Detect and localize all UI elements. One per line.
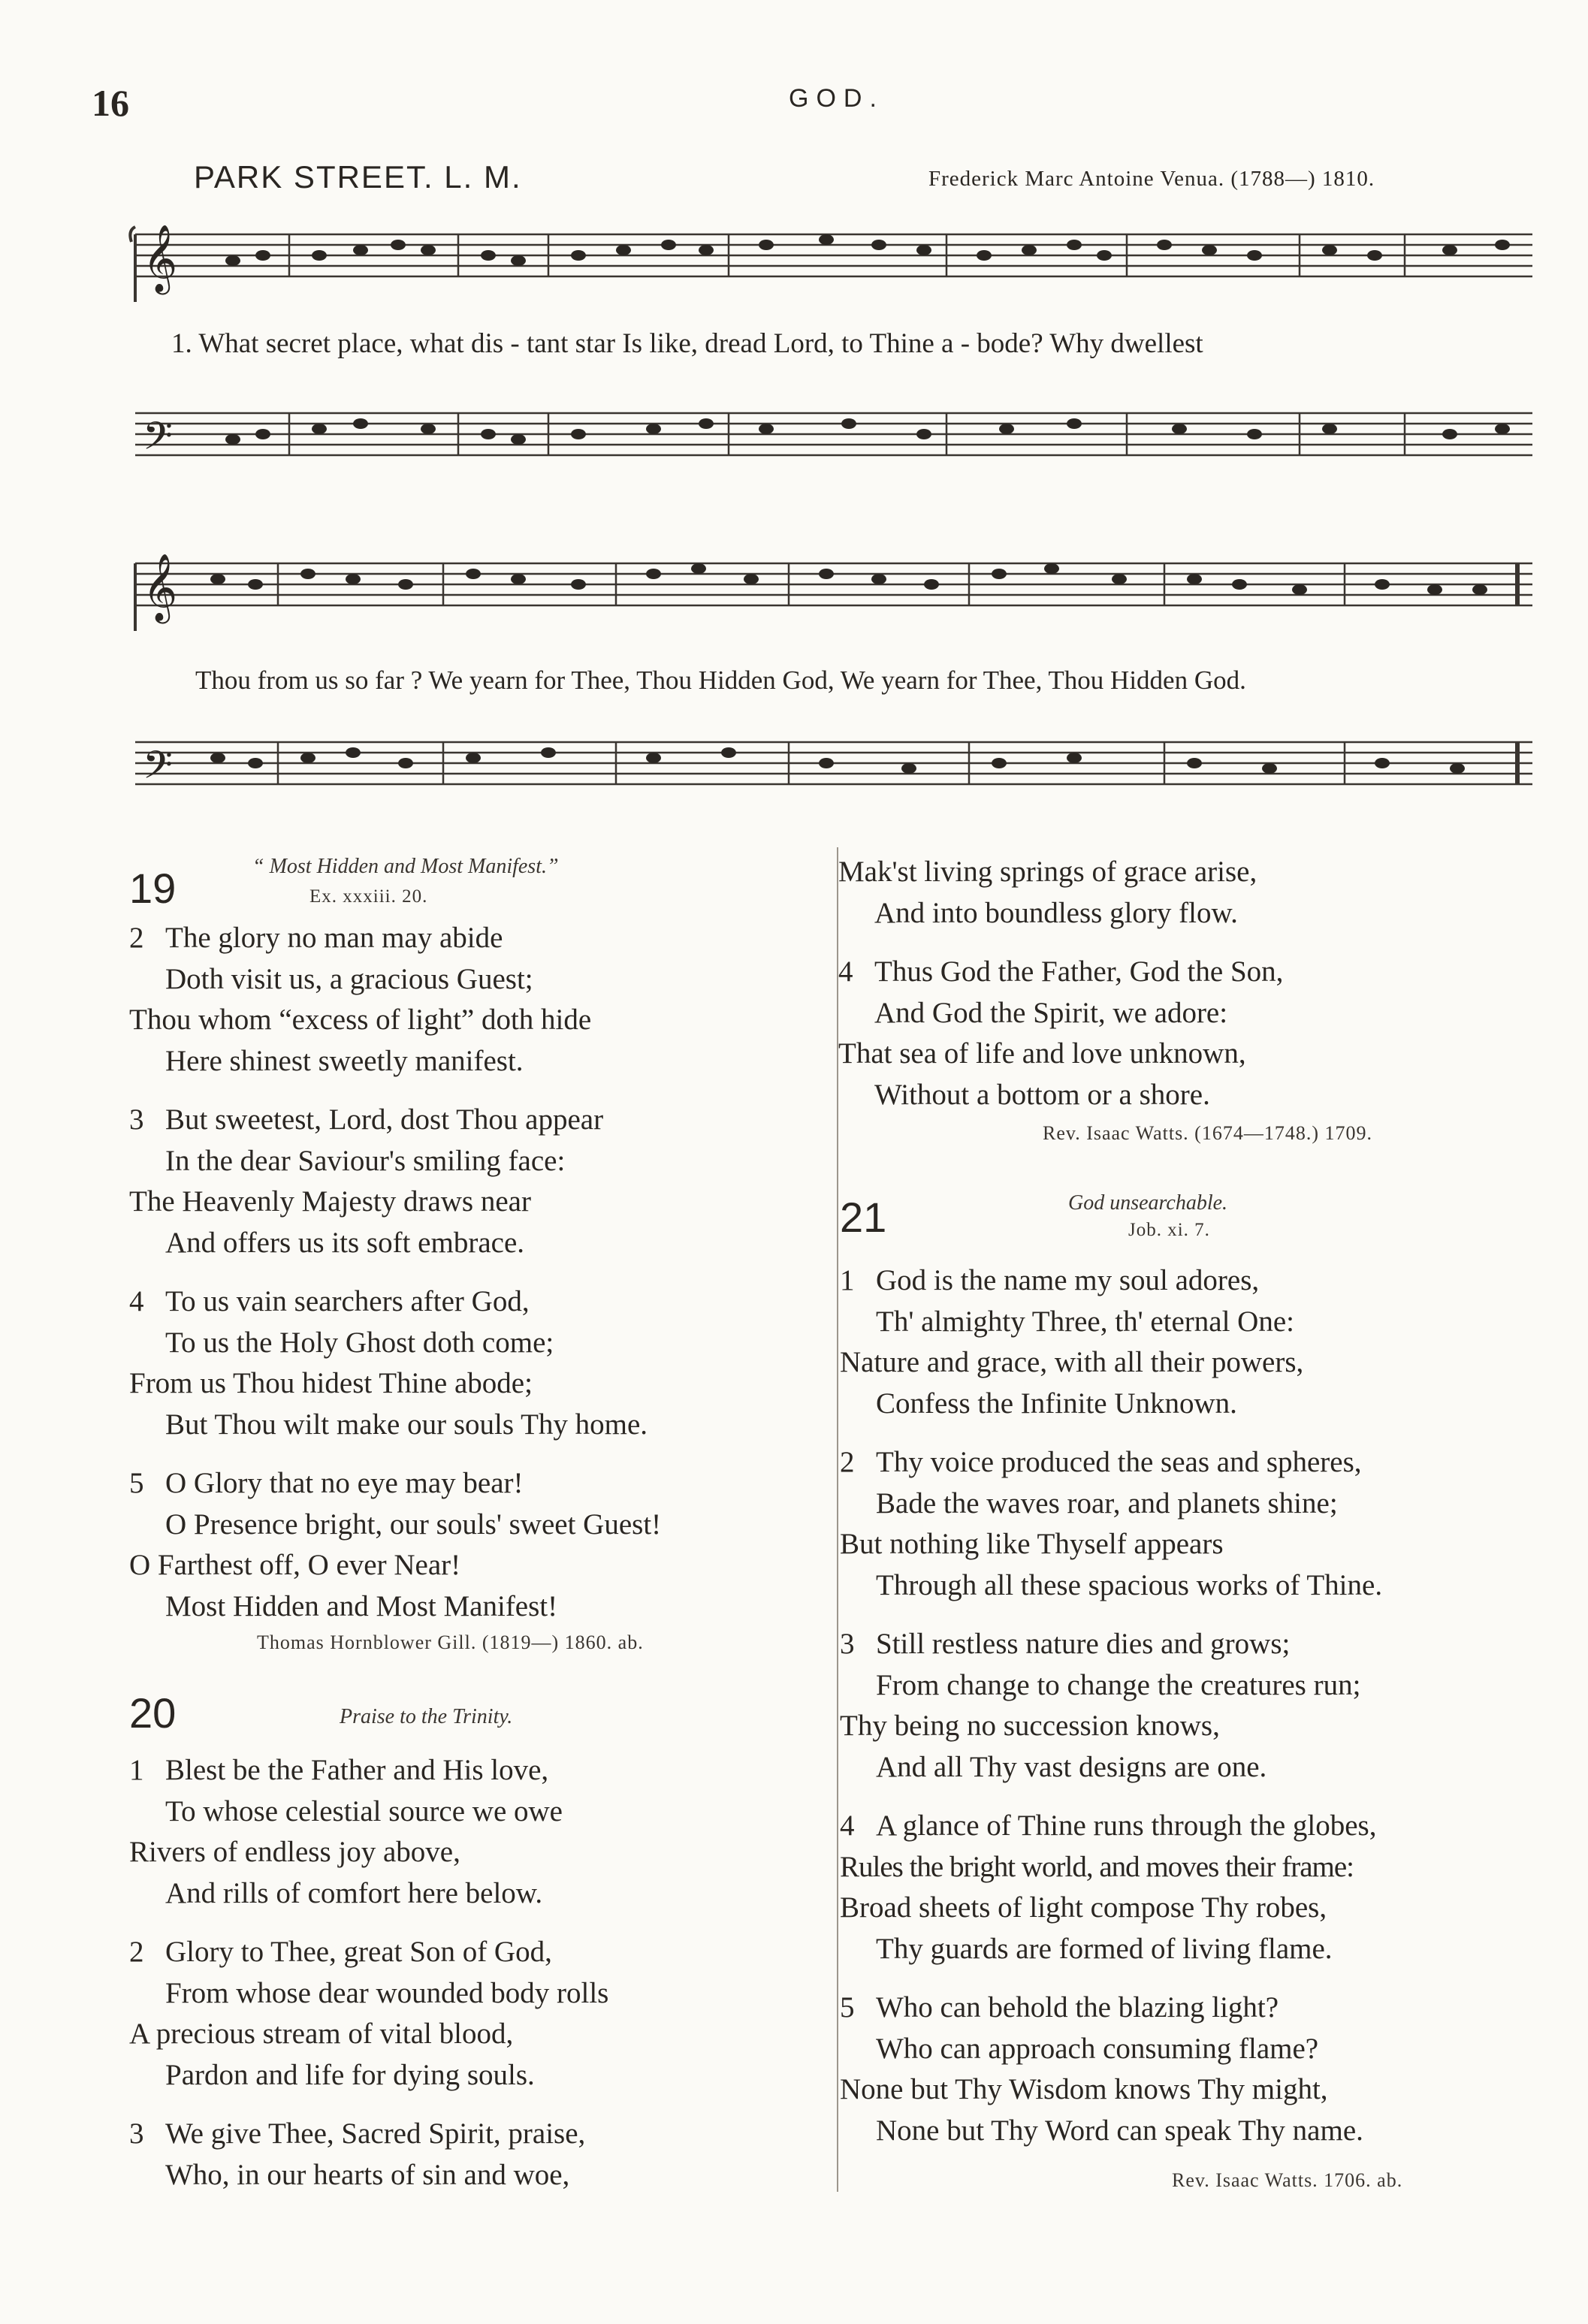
hymn-20-author: Rev. Isaac Watts. (1674—1748.) 1709. — [1043, 1122, 1372, 1144]
hymn-21-author: Rev. Isaac Watts. 1706. ab. — [1172, 2169, 1403, 2191]
svg-text:𝄢: 𝄢 — [143, 413, 173, 468]
tune-composer: Frederick Marc Antoine Venua. (1788—) 1810. — [928, 167, 1375, 191]
hymn-19-verses: 2 The glory no man may abide Doth visit us, a gracious Guest; Thou whom “excess of light” doth hide Here shinest sweetly manifest. 3 But sweetest, Lord, dost Thou appear In the dear Saviour's smiling face: The Heavenly Majesty draws near And offers us its soft embrace. 4 To us vain searchers after God, To us the Holy Ghost doth come; From us Thou hidest Thine abode; But Thou wilt make our souls Thy home. 5 O Glory that no eye may bear! O Presence bright, our souls' sweet Guest! O Farthest off, O ever Near! Most Hidden and Most Manifest! — [129, 922, 662, 1622]
hymn-20-verses-right: Mak'st living springs of grace arise, And into boundless glory flow. 4 Thus God the Father, God the Son, And God the Spirit, we adore: That sea of life and love unknown, Without a bottom or a shore. — [838, 856, 1284, 1111]
hymn-20-title: Praise to the Trinity. — [340, 1705, 513, 1728]
hymn-19-reference: Ex. xxxiii. 20. — [309, 886, 428, 907]
tune-name: PARK STREET. L. M. — [194, 159, 522, 195]
hymn-number-21: 21 — [840, 1194, 887, 1241]
svg-text:𝄢: 𝄢 — [143, 742, 173, 797]
music-system-1 — [128, 212, 1540, 520]
hymn-19-author: Thomas Hornblower Gill. (1819—) 1860. ab. — [257, 1631, 644, 1653]
tune-lyrics-line1: 1. What secret place, what dis - tant star Is like, dread Lord, to Thine a - bode? Why dwellest — [171, 328, 1203, 359]
hymn-19-title: “ Most Hidden and Most Manifest.” — [252, 855, 559, 878]
page-number: 16 — [92, 82, 129, 124]
hymn-20-verses-left: 1 Blest be the Father and His love, To whose celestial source we owe Rivers of endless joy above, And rills of comfort here below. 2 Glory to Thee, great Son of God, From whose dear wounded body rolls A precious stream of vital blood, Pardon and life for dying souls. 3 We give Thee, Sacred Spirit, praise, Who, in our hearts of sin and woe, — [129, 1754, 609, 2191]
tune-lyrics-line2: Thou from us so far ? We yearn for Thee, Thou Hidden God, We yearn for Thee, Thou Hidden God. — [195, 666, 1246, 695]
svg-text:𝄞: 𝄞 — [143, 554, 178, 621]
hymn-21-title: God unsearchable. — [1068, 1191, 1228, 1215]
running-head: GOD. — [789, 84, 884, 113]
hymn-21-verses: 1 God is the name my soul adores, Th' almighty Three, th' eternal One: Nature and grace, with all their powers, Confess the Infinite Unknown. 2 Thy voice produced the seas and spheres, Bade the waves roar, and planets shine; But nothing like Thyself appears Through all these spacious works of Thine. 3 Still restless nature dies and grows; From change to change the creatures run; Thy being no succession knows, And all Thy vast designs are one. 4 A glance of Thine runs through the globes, Rules the bright world, and moves their frame: Broad sheets of light compose Thy robes, Thy guards are formed of living flame. 5 Who can behold the blazing light? Who can approach consuming flame? None but Thy Wisdom knows Thy might, None but Thy Word can speak Thy name. — [840, 1264, 1383, 2147]
hymn-21-reference: Job. xi. 7. — [1128, 1220, 1210, 1240]
hymn-number-19: 19 — [129, 865, 177, 912]
svg-text:𝄞: 𝄞 — [143, 225, 178, 292]
hymn-number-20: 20 — [129, 1689, 177, 1737]
